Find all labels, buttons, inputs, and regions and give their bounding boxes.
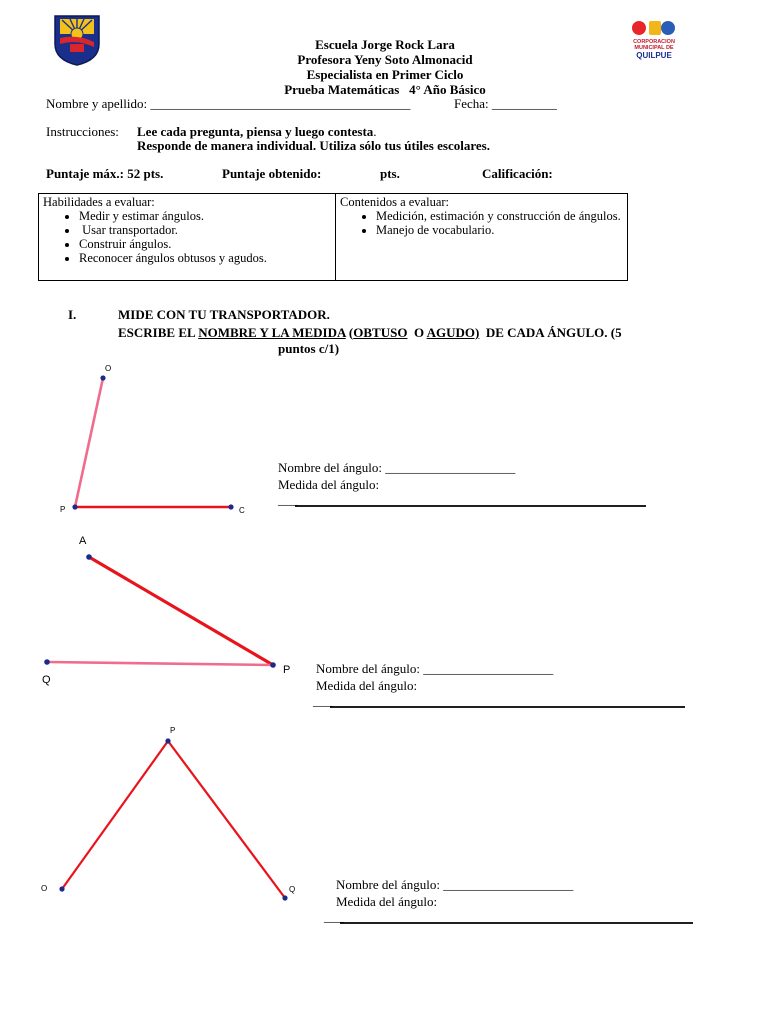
angle2-ray-pq (47, 662, 273, 665)
angle3-ray-po (62, 741, 168, 889)
instructions-line1-dot: . (373, 124, 377, 139)
angle2-measure-prefix[interactable]: ___ (313, 693, 333, 708)
pts-label: pts. (380, 166, 400, 181)
angle3-point-o (59, 886, 64, 891)
angle2-point-a (86, 554, 92, 560)
skill-item: • Usar transportador. (79, 223, 331, 237)
angle3-point-p (165, 738, 170, 743)
angle3-label-p: P (170, 726, 176, 735)
angle1-label-c: C (239, 506, 245, 515)
angle3-measure-label: Medida del ángulo: (336, 894, 438, 909)
skill-item: • Construir ángulos. (79, 237, 331, 251)
angle2-label-a: A (79, 535, 87, 547)
angle3-measure-prefix[interactable]: ___ (324, 909, 344, 924)
angle2-point-q (44, 659, 50, 665)
instr-part: OBTUSO (353, 325, 408, 340)
instr-part: NOMBRE Y LA MEDIDA (198, 325, 346, 340)
obtained-score-label: Puntaje obtenido: (222, 166, 322, 181)
instructions-label: Instrucciones: (46, 124, 119, 139)
angle1-measure-prefix[interactable]: ___ (278, 492, 298, 507)
angle1-point-c (228, 504, 233, 509)
contents-title: Contenidos a evaluar: (340, 195, 449, 209)
instructions-line2: Responde de manera individual. Utiliza sólo tus útiles escolares. (137, 138, 490, 153)
angle3-point-q (282, 895, 287, 900)
instr-part: AGUDO) (426, 325, 480, 340)
angle1-name-field[interactable]: Nombre del ángulo: ____________________ (278, 460, 516, 475)
instr-part: ESCRIBE EL (118, 325, 199, 340)
angle3-label-q: Q (289, 885, 296, 894)
grade-label: Calificación: (482, 166, 553, 181)
date-field[interactable]: Fecha: __________ (454, 96, 557, 111)
angle2-name-field[interactable]: Nombre del ángulo: ____________________ (316, 661, 554, 676)
school-name: Escuela Jorge Rock Lara (315, 37, 455, 52)
angle3-label-o: O (41, 884, 48, 893)
instr-part: DE CADA ÁNGULO. (5 (479, 325, 622, 340)
angle1-point-p (72, 504, 77, 509)
angle2-label-p: P (283, 664, 291, 676)
instr-part: ( (345, 325, 354, 340)
angle1-label-p: P (60, 505, 66, 514)
section-title: MIDE CON TU TRANSPORTADOR. (118, 307, 330, 322)
angle2-point-p (270, 662, 276, 668)
corporation-logo-line3: QUILPUE (636, 51, 672, 60)
angle1-ray-po (75, 378, 103, 507)
angle3-ray-pq (168, 741, 285, 898)
skills-title: Habilidades a evaluar: (43, 195, 155, 209)
section-number: I. (68, 307, 77, 322)
max-score: Puntaje máx.: 52 pts. (46, 166, 164, 181)
corporation-logo-line1: CORPORACION (633, 39, 675, 45)
angle2-ray-pa (89, 557, 273, 665)
specialist-title: Especialista en Primer Ciclo (306, 67, 464, 82)
angle3-name-field[interactable]: Nombre del ángulo: ____________________ (336, 877, 574, 892)
teacher-name: Profesora Yeny Soto Almonacid (297, 52, 473, 67)
skill-item: • Reconocer ángulos obtusos y agudos. (79, 251, 331, 265)
angle1-point-o (100, 375, 105, 380)
test-title: Prueba Matemáticas 4° Año Básico (284, 82, 486, 97)
instructions-line1-text: Lee cada pregunta, piensa y luego contesta (137, 124, 374, 139)
angle1-label-o: O (105, 364, 112, 373)
content-item: • Manejo de vocabulario. (376, 223, 623, 237)
angle2-measure-label: Medida del ángulo: (316, 678, 418, 693)
section-instruction-points: puntos c/1) (278, 341, 340, 356)
content-item: • Medición, estimación y construcción de ángulos. (376, 209, 623, 223)
angle2-label-q: Q (42, 674, 51, 686)
angle1-measure-label: Medida del ángulo: (278, 477, 380, 492)
instr-part: O (407, 325, 427, 340)
corporation-logo-line2: MUNICIPAL DE (634, 45, 674, 51)
skill-item: • Medir y estimar ángulos. (79, 209, 331, 223)
student-name-field[interactable]: Nombre y apellido: ________________________________________ (46, 96, 411, 111)
